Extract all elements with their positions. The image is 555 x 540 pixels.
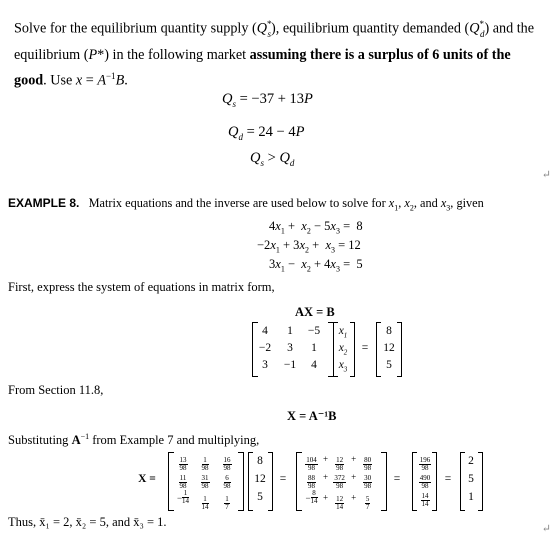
a-inverse-matrix: $\frac{13}{98}$ $\frac{1}{98}$ $\frac{16}{98}$ $\frac{11}{98}$ $\frac{31}{98}$ $\frac{6}{98}$ − $\frac{1}{14}$ $\frac{1}{14}$ $\frac{1}{7}$ [176,456,231,511]
fraction: $\frac{12}{14}$ [336,494,344,511]
equals-sign: = [279,473,287,485]
surplus-condition: $Q_s > Q_d$ [250,150,295,168]
sum-vector [414,454,436,508]
fraction: $\frac{80}{98}$ [364,456,372,472]
axb-equation: AX = B [295,305,335,319]
fraction: $\frac{372}{98}$ [334,474,345,490]
system-eq-2: $-2x_1 + 3x_2 + x_3 = 12$ [257,238,361,255]
demand-equation: $Q_d = 24 - 4P$ [228,124,305,142]
a-cell: 3 [262,359,268,371]
fraction: $\frac{1}{14}$ [201,494,209,511]
b-cell: 8 [257,455,263,467]
b-cell: 5 [386,359,392,371]
substituting-text: Substituting $A^{-1}$ from Example 7 and multiplying, [8,432,260,448]
a-cell: 4 [311,359,317,371]
problem-statement: Solve for the equilibrium quantity supply $(Q^*_s)$, equilibrium quantity demanded $(Q^*_d)$ and the equilibrium (P*) in the following market assuming there is a surplus of 6 units of the good. Use $x = A^{-1}B$. [14,19,535,89]
x-var-2: $x_2$ [338,342,348,357]
result-cell: 1 [468,491,474,503]
product-matrix: $\frac{104}{98}$ + $\frac{12}{98}$ + $\frac{80}{98}$ $\frac{88}{98}$ + $\frac{372}{98}$ + $\frac{30}{98}$ − $\frac{8}{14}$ + $\frac{12}{14}$ + $\frac{5}{7}$ [305,454,372,511]
x-inverse-equation: X = A⁻¹B [287,409,337,423]
fraction: $\frac{6}{98}$ [223,474,231,490]
fraction: $\frac{8}{14}$ [310,489,318,505]
a-cell: −5 [307,325,321,337]
a-cell: 3 [287,342,293,354]
x-var-3: $x_3$ [338,359,348,374]
a-cell: −2 [258,342,272,354]
fraction: $\frac{11}{98}$ [179,474,187,490]
fraction: $\frac{1}{98}$ [201,456,209,472]
from-section-text: From Section 11.8, [8,383,104,397]
return-arrow-icon: ↵ [541,523,551,535]
system-eq-3: $3x_1 - x_2 + 4x_3 = 5$ [269,257,363,274]
x-var-1: $x_1$ [338,325,348,340]
result-cell: 2 [468,455,474,467]
a-cell: 1 [287,325,293,337]
fraction: $\frac{12}{98}$ [336,456,344,472]
fraction: $\frac{1}{14}$ [182,489,190,505]
fraction: $\frac{196}{98}$ [419,456,431,472]
a-cell: 4 [262,325,268,337]
system-eq-1: $4x_1 + x_2 - 5x_3 = 8$ [269,219,363,236]
a-cell: 1 [311,342,317,354]
b-cell: 8 [386,325,392,337]
equals-sign: = [361,342,369,354]
b-cell: 12 [383,342,395,354]
fraction: $\frac{31}{98}$ [201,474,209,490]
supply-equation: $Q_s = -37 + 13P$ [222,91,313,109]
equals-sign: = [444,473,452,485]
fraction: $\frac{14}{14}$ [421,492,429,508]
a-cell: −1 [283,359,297,371]
example-heading: EXAMPLE 8. Matrix equations and the inverse are used below to solve for $x_1$, $x_2$, and $x_3$, given [8,196,484,213]
result-cell: 5 [468,473,474,485]
fraction: $\frac{490}{98}$ [419,474,431,490]
return-arrow-icon: ↵ [541,169,551,181]
equals-sign: = [393,473,401,485]
x-bold-label: X = [138,473,156,485]
fraction: $\frac{5}{7}$ [365,494,370,511]
fraction: $\frac{104}{98}$ [306,456,317,472]
fraction: $\frac{88}{98}$ [308,474,315,490]
conclusion-text: Thus, x̄₁ = 2, x̄₂ = 5, and x̄₃ = 1. [8,515,167,529]
fraction: $\frac{1}{7}$ [225,494,229,511]
fraction: $\frac{13}{98}$ [179,456,187,472]
b-cell: 5 [257,491,263,503]
fraction: $\frac{30}{98}$ [364,474,372,490]
first-express-text: First, express the system of equations in matrix form, [8,280,275,294]
b-cell: 12 [254,473,266,485]
fraction: $\frac{16}{98}$ [223,456,231,472]
